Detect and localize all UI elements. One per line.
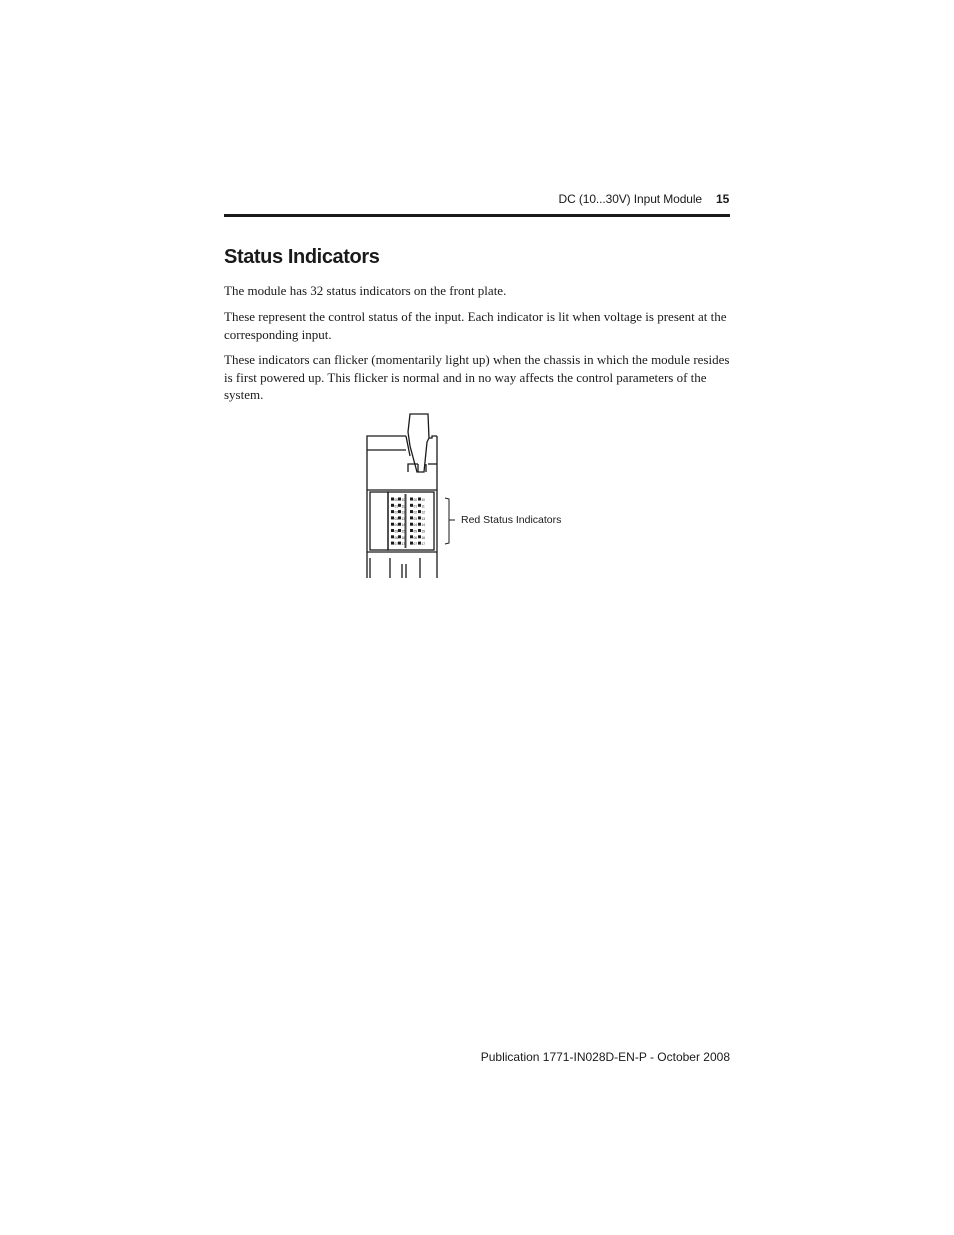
indicator-label: 05 [413, 529, 418, 534]
indicator-label: 06 [394, 535, 399, 540]
indicator-label: 11 [401, 504, 405, 509]
section-title: Status Indicators [224, 246, 380, 268]
indicator-label: 04 [394, 523, 399, 528]
indicator-label: 00 [413, 498, 418, 502]
indicator-label: 00 [394, 498, 399, 502]
module-outline-top-right [429, 436, 437, 438]
indicator-label: 12 [421, 510, 426, 515]
indicator-label: 12 [401, 510, 406, 515]
indicator-label: 03 [394, 516, 399, 521]
indicator-label: 02 [394, 510, 399, 515]
header-section-title: DC (10...30V) Input Module [558, 192, 702, 206]
indicator-label: 07 [413, 542, 418, 547]
indicator-label: 02 [413, 510, 418, 515]
status-indicator-grid [391, 498, 425, 547]
module-outline-left [367, 436, 406, 578]
callout-label: Red Status Indicators [461, 514, 562, 526]
indicator-label: 13 [421, 516, 426, 521]
indicator-label: 17 [401, 542, 406, 547]
front-plate-left [370, 492, 388, 550]
indicator-label: 16 [421, 535, 426, 540]
indicator-label: 01 [413, 504, 418, 509]
page-number: 15 [716, 192, 730, 206]
indicator-label: 07 [394, 542, 399, 547]
latch-handle [408, 414, 429, 472]
indicator-label: 10 [401, 498, 406, 502]
module-illustration [360, 410, 570, 580]
indicator-label: 11 [421, 504, 425, 509]
indicator-label: 15 [401, 529, 406, 534]
indicator-label: 13 [401, 516, 406, 521]
paragraph-2: These represent the control status of the input. Each indicator is lit when voltage is present at the corresponding input. [224, 309, 727, 342]
indicator-label: 17 [421, 542, 426, 547]
header-rule [224, 214, 730, 217]
indicator-label: 01 [394, 504, 399, 509]
indicator-label: 15 [421, 529, 426, 534]
paragraph-1: The module has 32 status indicators on the front plate. [224, 283, 507, 298]
indicator-label: 05 [394, 529, 399, 534]
indicator-label: 14 [401, 523, 406, 528]
indicator-label: 14 [421, 523, 426, 528]
callout-bracket [445, 498, 455, 544]
indicator-label: 03 [413, 516, 418, 521]
indicator-label: 10 [421, 498, 426, 502]
paragraph-3: These indicators can flicker (momentarily light up) when the chassis in which the module resides is first powered up. This flicker is normal and in no way affects the control parameters of the system. [224, 352, 730, 402]
indicator-label: 04 [413, 523, 418, 528]
indicator-label: 16 [401, 535, 406, 540]
publication-footer: Publication 1771-IN028D-EN-P - October 2008 [480, 1050, 730, 1064]
indicator-label: 06 [413, 535, 418, 540]
